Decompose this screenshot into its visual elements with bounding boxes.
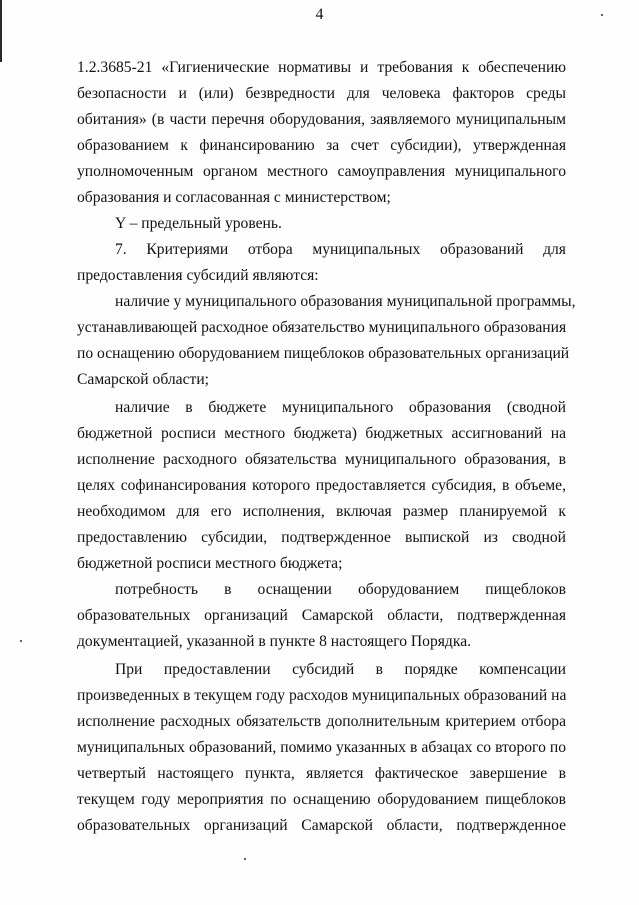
page-number: 4 [315,6,324,23]
text-line: устанавливающей расходное обязательство муниципального образования [77,319,567,336]
text-line: бюджетной росписи местного бюджета; [77,555,343,572]
text-line: произведенных в текущем году расходов муниципальных образований на [77,687,567,704]
text-line: 7. Критериями отбора муниципальных образований для [115,241,566,258]
text-line: образовательных организаций Самарской области, подтвержденное [77,817,566,834]
text-line: по оснащению оборудованием пищеблоков образовательных организаций [77,345,570,362]
text-line: предоставлению субсидии, подтвержденное выпиской из сводной [77,529,566,546]
text-line: Y – предельный уровень. [115,215,282,232]
text-line: При предоставлении субсидий в порядке компенсации [115,661,566,678]
text-line: Самарской области; [77,371,210,388]
text-line: обитания» (в части перечня оборудования, заявляемого муниципальным [77,111,566,128]
text-line: муниципальных образований, помимо указанных в абзацах со второго по [77,739,566,756]
text-line: текущем году мероприятия по оснащению оборудованием пищеблоков [77,791,566,808]
text-line: бюджетной росписи местного бюджета) бюджетных ассигнований на [77,425,566,442]
text-line: целях софинансирования которого предоставляется субсидия, в объеме, [77,477,566,494]
text-line: документацией, указанной в пункте 8 настоящего Порядка. [77,633,472,650]
text-line: образования и согласованная с министерством; [77,189,391,206]
text-line: уполномоченным органом местного самоуправления муниципального [77,163,566,180]
text-line: потребность в оснащении оборудованием пищеблоков [115,581,566,598]
text-line: образовательных организаций Самарской области, подтвержденная [77,607,566,624]
text-line: четвертый настоящего пункта, является фактическое завершение в [77,765,566,782]
text-line: исполнение расходных обязательств дополнительным критерием отбора [77,713,566,730]
text-line: наличие в бюджете муниципального образования (сводной [115,399,566,416]
text-line: безопасности и (или) безвредности для человека факторов среды [77,85,566,102]
text-line: необходимом для его исполнения, включая размер планируемой к [77,503,566,520]
text-line: наличие у муниципального образования муниципальной программы, [115,293,576,310]
text-line: предоставления субсидий являются: [77,267,319,284]
text-line: исполнение расходного обязательства муниципального образования, в [77,451,566,468]
text-line: 1.2.3685-21 «Гигиенические нормативы и требования к обеспечению [77,59,566,76]
text-line: образованием к финансированию за счет субсидии), утвержденная [77,137,566,154]
scan-speck [20,640,22,642]
scan-speck [244,858,246,860]
